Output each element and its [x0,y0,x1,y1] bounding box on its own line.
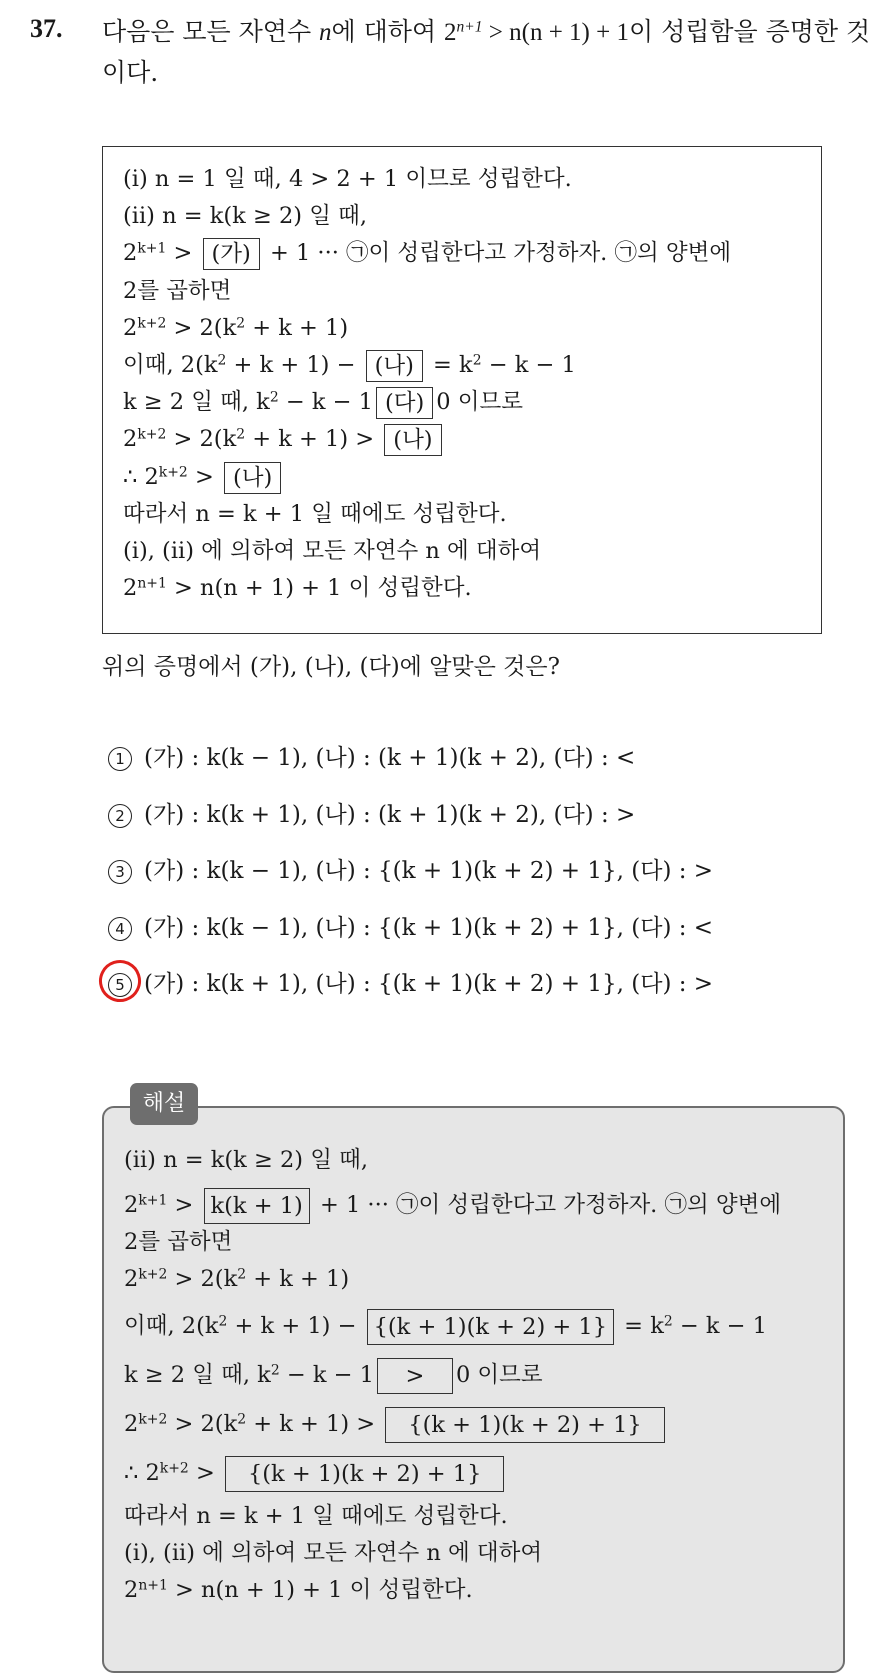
term: > 2(k [167,1411,238,1437]
exponent: n+1 [137,575,167,592]
question-text-b: 에 대하여 [331,17,445,46]
term: 0 이므로 [436,389,523,416]
question-formula-exp: n+1 [456,18,483,36]
choice-text: (가) : k(k − 1), (나) : {(k + 1)(k + 2) + 1}, (다) : > [144,858,714,884]
exponent: 2 [218,1313,228,1330]
exponent: k+2 [137,315,167,332]
term: > 2(k [166,314,237,341]
solution-line: (ii) n = k(k ≥ 2) 일 때, [124,1147,368,1173]
choice-number: 1 [108,747,132,771]
choice-text: (가) : k(k + 1), (나) : {(k + 1)(k + 2) + 1}, (다) : > [144,971,714,997]
term: ∴ 2 [124,1460,160,1486]
proof-line: (ii) n = k(k ≥ 2) 일 때, [123,203,367,230]
question-formula-rest: > n(n + 1) + 1 [482,19,629,46]
proof-line [123,347,821,384]
term: > [166,240,200,267]
exponent: 2 [269,389,279,406]
term: − k − 1 [481,351,576,378]
blank-da: (다) [376,387,433,419]
answer-box-ga: k(k + 1) [204,1188,310,1224]
term: 2 [124,1266,139,1292]
answer-box-na: {(k + 1)(k + 2) + 1} [225,1456,504,1492]
term: = k [425,351,473,378]
term: ∴ 2 [123,463,159,490]
proof-line [123,310,821,347]
exponent: 2 [237,1411,247,1428]
blank-na: (나) [224,462,281,494]
term: − k − 1 [278,389,373,416]
term: + k + 1) [246,1266,350,1292]
solution-line [124,1308,843,1345]
term: 2 [123,426,138,453]
exponent: 2 [236,426,246,443]
term: − k − 1 [672,1313,767,1339]
exponent: k+1 [137,240,167,257]
term: = k [617,1313,664,1339]
question-text-a: 다음은 모든 자연수 [102,17,320,46]
exponent: k+2 [159,1460,189,1477]
term: k ≥ 2 일 때, k [123,389,270,416]
term: 2 [123,314,138,341]
term: > 2(k [166,426,237,453]
exponent: k+1 [138,1192,168,1209]
answer-box-da: > [377,1358,453,1394]
exponent: k+2 [138,1411,168,1428]
term: + 1 ··· ㉠이 성립한다고 가정하자. ㉠의 양변에 [312,1192,782,1218]
exponent: 2 [472,352,482,369]
exponent: k+2 [158,463,188,480]
term: + k + 1) > [246,1411,383,1437]
exponent: 2 [237,1266,247,1283]
term: 이때, 2(k [123,351,218,378]
proof-line [123,384,821,421]
exponent: 2 [217,352,227,369]
proof-line: 2를 곱하면 [123,277,232,304]
blank-na: (나) [366,350,423,382]
choice-4[interactable] [108,910,713,967]
exponent: 2 [663,1313,673,1330]
term: + k + 1) − [227,1313,364,1339]
question-text [102,12,872,93]
term: + k + 1) [245,314,349,341]
solution-line [124,1357,843,1394]
proof-line [123,459,821,496]
exponent: 2 [236,315,246,332]
sub-question: 위의 증명에서 (가), (나), (다)에 알맞은 것은? [102,654,560,680]
choice-text: (가) : k(k + 1), (나) : (k + 1)(k + 2), (다) : > [144,801,636,828]
term: 2 [123,240,138,267]
solution-line [124,1261,843,1298]
exponent: k+2 [138,1266,168,1283]
solution-line [124,1406,843,1443]
proof-box [102,146,822,634]
blank-na: (나) [384,424,441,456]
proof-line [123,235,821,272]
term: 이때, 2(k [124,1313,219,1339]
term: 2 [123,575,138,602]
term: > 2(k [167,1266,238,1292]
choice-5[interactable] [108,966,713,1023]
solution-line [124,1572,843,1609]
proof-line [123,421,821,458]
solution-line: 2를 곱하면 [124,1229,233,1255]
choice-text: (가) : k(k − 1), (나) : (k + 1)(k + 2), (다) : < [144,745,636,771]
choice-number: 5 [108,973,132,997]
term: > n(n + 1) + 1 이 성립한다. [167,1577,473,1603]
proof-line: (i) n = 1 일 때, 4 > 2 + 1 이므로 성립한다. [123,166,572,192]
choice-1[interactable] [108,740,713,797]
term: > [188,1460,222,1486]
term: + k + 1) > [245,426,382,453]
term: + 1 ··· ㉠이 성립한다고 가정하자. ㉠의 양변에 [262,240,732,267]
term: > n(n + 1) + 1 이 성립한다. [166,575,472,602]
choice-2[interactable] [108,797,713,854]
proof-line [123,570,821,607]
solution-box [102,1106,845,1673]
question-number: 37. [30,14,63,43]
choice-number: 3 [108,860,132,884]
exponent: k+2 [137,426,167,443]
question-text-c: 이 성립함을 증명한 것이다. [102,17,871,87]
term: > [167,1192,201,1218]
term: > [187,463,221,490]
exponent: 2 [270,1362,280,1379]
term: 2 [124,1192,139,1218]
blank-ga: (가) [203,238,260,270]
solution-line: (i), (ii) 에 의하여 모든 자연수 n 에 대하여 [124,1540,543,1566]
term: 0 이므로 [455,1362,543,1388]
term: 2 [124,1577,139,1603]
question-formula-base: 2 [444,19,457,46]
term: 2 [124,1411,139,1437]
solution-line [124,1187,843,1224]
proof-line: (i), (ii) 에 의하여 모든 자연수 n 에 대하여 [123,537,542,564]
solution-tag: 해설 [130,1083,198,1125]
term: + k + 1) − [226,351,363,378]
solution-line: 따라서 n = k + 1 일 때에도 성립한다. [124,1503,508,1529]
proof-line: 따라서 n = k + 1 일 때에도 성립한다. [123,500,507,527]
answer-box-na: {(k + 1)(k + 2) + 1} [385,1407,664,1443]
choice-list [108,740,713,1023]
answer-box-na: {(k + 1)(k + 2) + 1} [367,1309,614,1345]
choice-text: (가) : k(k − 1), (나) : {(k + 1)(k + 2) + 1}, (다) : < [144,914,714,941]
choice-number: 2 [108,804,132,828]
solution-line [124,1455,843,1492]
choice-number: 4 [108,917,132,941]
choice-3[interactable] [108,853,713,910]
exponent: n+1 [138,1577,168,1594]
term: − k − 1 [279,1362,374,1388]
term: k ≥ 2 일 때, k [124,1362,271,1388]
question-var: n [319,19,332,46]
